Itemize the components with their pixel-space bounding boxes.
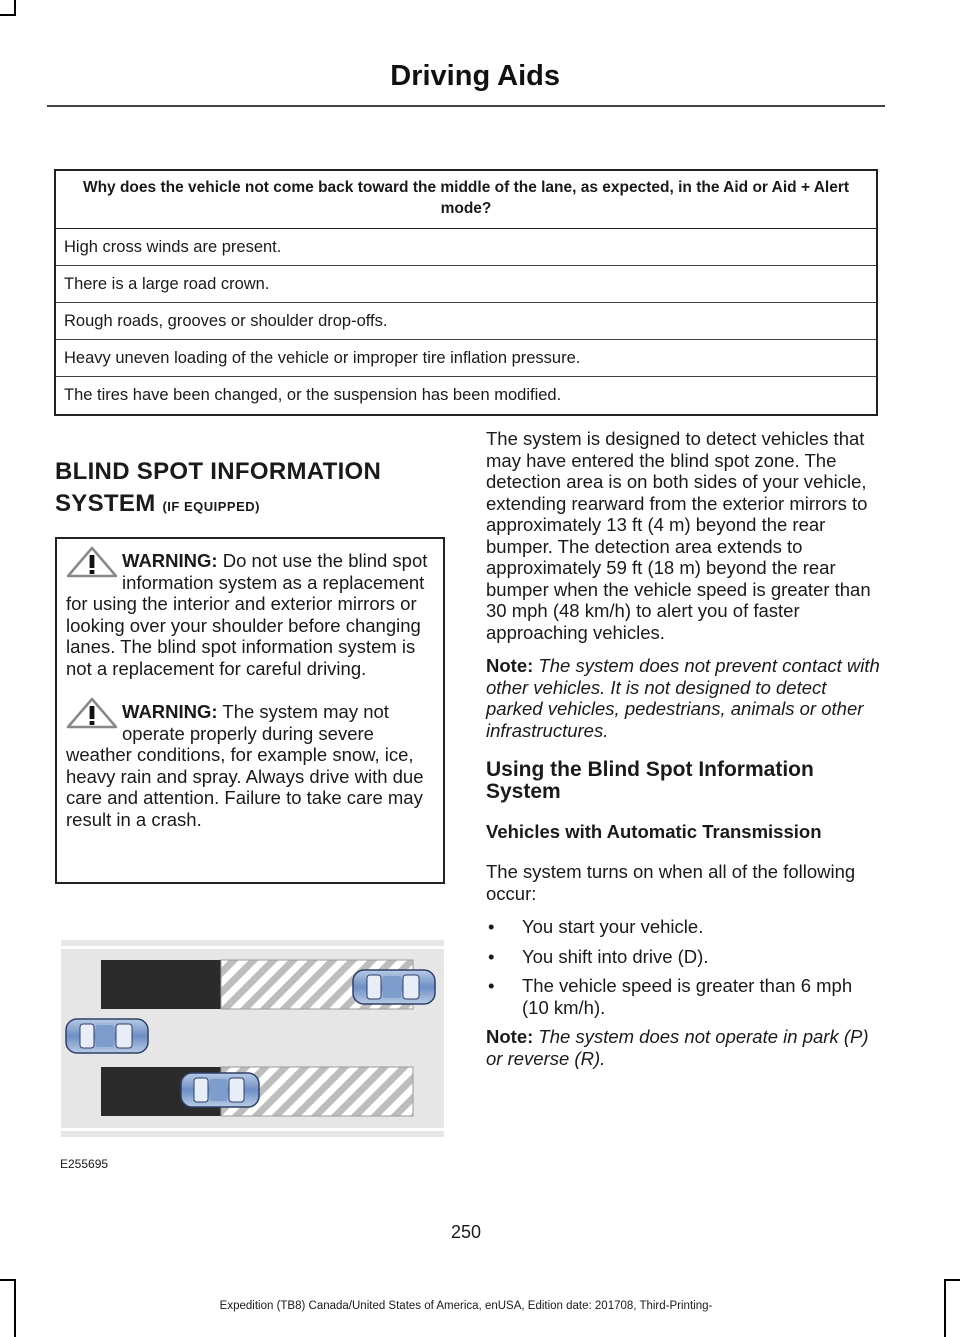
crop-mark [944,1279,960,1281]
section-heading-system: SYSTEM [55,490,156,517]
crop-mark [0,1279,16,1281]
note-2 [486,1026,882,1069]
section-heading-line2 [55,488,381,523]
table-row: The tires have been changed, or the suspension has been modified. [64,386,562,404]
warning-box [55,537,445,884]
figure-code: E255695 [60,1157,109,1171]
intro-paragraph: The system is designed to detect vehicles that may have entered the blind spot zone. The detection area is on both sides of your vehicle, extending rearward from the exterior mirrors to approximately 13 ft (4 m) beyond the rear bumper. The detection area extends to approximately 59 ft (18 m) beyond the rear bumper when the vehicle speed is greater than 30 mph (48 km/h) to alert you of faster approaching vehicles. [486,428,871,643]
footer-edition: Expedition (TB8) Canada/United States of America, enUSA, Edition date: 201708, Third-Printing- [219,1300,713,1312]
car-own-vehicle [66,1019,148,1053]
section-qualifier: (IF EQUIPPED) [162,499,260,514]
blind-spot-diagram [61,940,444,1137]
warning-triangle-icon [66,697,118,729]
note-text: The system does not operate in park (P) or reverse (R). [486,1026,869,1069]
blind-spot-zone [101,960,221,1009]
turns-on-paragraph: The system turns on when all of the following occur: [486,861,856,904]
warning-label: WARNING: [122,701,218,722]
car-bottom-left [181,1073,259,1107]
table-row: High cross winds are present. [56,229,876,266]
warning-1 [66,550,435,679]
warning-triangle-icon [66,546,118,578]
subheading: Using the Blind Spot Information System [486,758,814,803]
note-1 [486,655,882,741]
warning-text: Do not use the blind spot information system as a replacement for using the interior and exterior mirrors or looking over your shoulder before changing lanes. The blind spot information system is not a replacement for careful driving. [66,550,428,679]
section-heading [55,456,381,523]
subsubheading: Vehicles with Automatic Transmission [486,821,822,842]
warning-2 [66,701,435,830]
note-text: The system does not prevent contact with other vehicles. It is not designed to detect parked vehicles, pedestrians, animals or other infrastructures. [486,655,880,741]
section-heading-line1: BLIND SPOT INFORMATION [55,458,382,485]
right-column [486,428,882,1081]
note-label: Note: [486,1026,534,1047]
warning-text: The system may not operate properly during severe weather conditions, for example snow, ice, heavy rain and spray. Always drive with due care and attention. Failure to take care may result in a crash. [66,701,424,830]
lane-edge-line [61,1128,444,1131]
faq-table [54,169,878,416]
page-number: 250 [450,1222,482,1242]
table-row: Heavy uneven loading of the vehicle or improper tire inflation pressure. [56,340,876,377]
warning-label: WARNING: [122,550,218,571]
lane-edge-line [61,946,444,949]
list-item: • You start your vehicle. [486,916,882,938]
header-rule [47,105,885,107]
faq-question: Why does the vehicle not come back toward the middle of the lane, as expected, in the Aid or Aid + Alert mode? [56,171,876,229]
list-item: • The vehicle speed is greater than 6 mph (10 km/h). [486,975,882,1018]
crop-mark [944,1279,946,1337]
crop-mark [0,14,16,16]
conditions-list [486,916,882,1018]
car-top-right [353,970,435,1004]
table-row: Rough roads, grooves or shoulder drop-offs. [56,303,876,340]
note-label: Note: [486,655,534,676]
page-title: Driving Aids [390,60,560,92]
table-row: There is a large road crown. [56,266,876,303]
list-item: • You shift into drive (D). [486,946,882,968]
